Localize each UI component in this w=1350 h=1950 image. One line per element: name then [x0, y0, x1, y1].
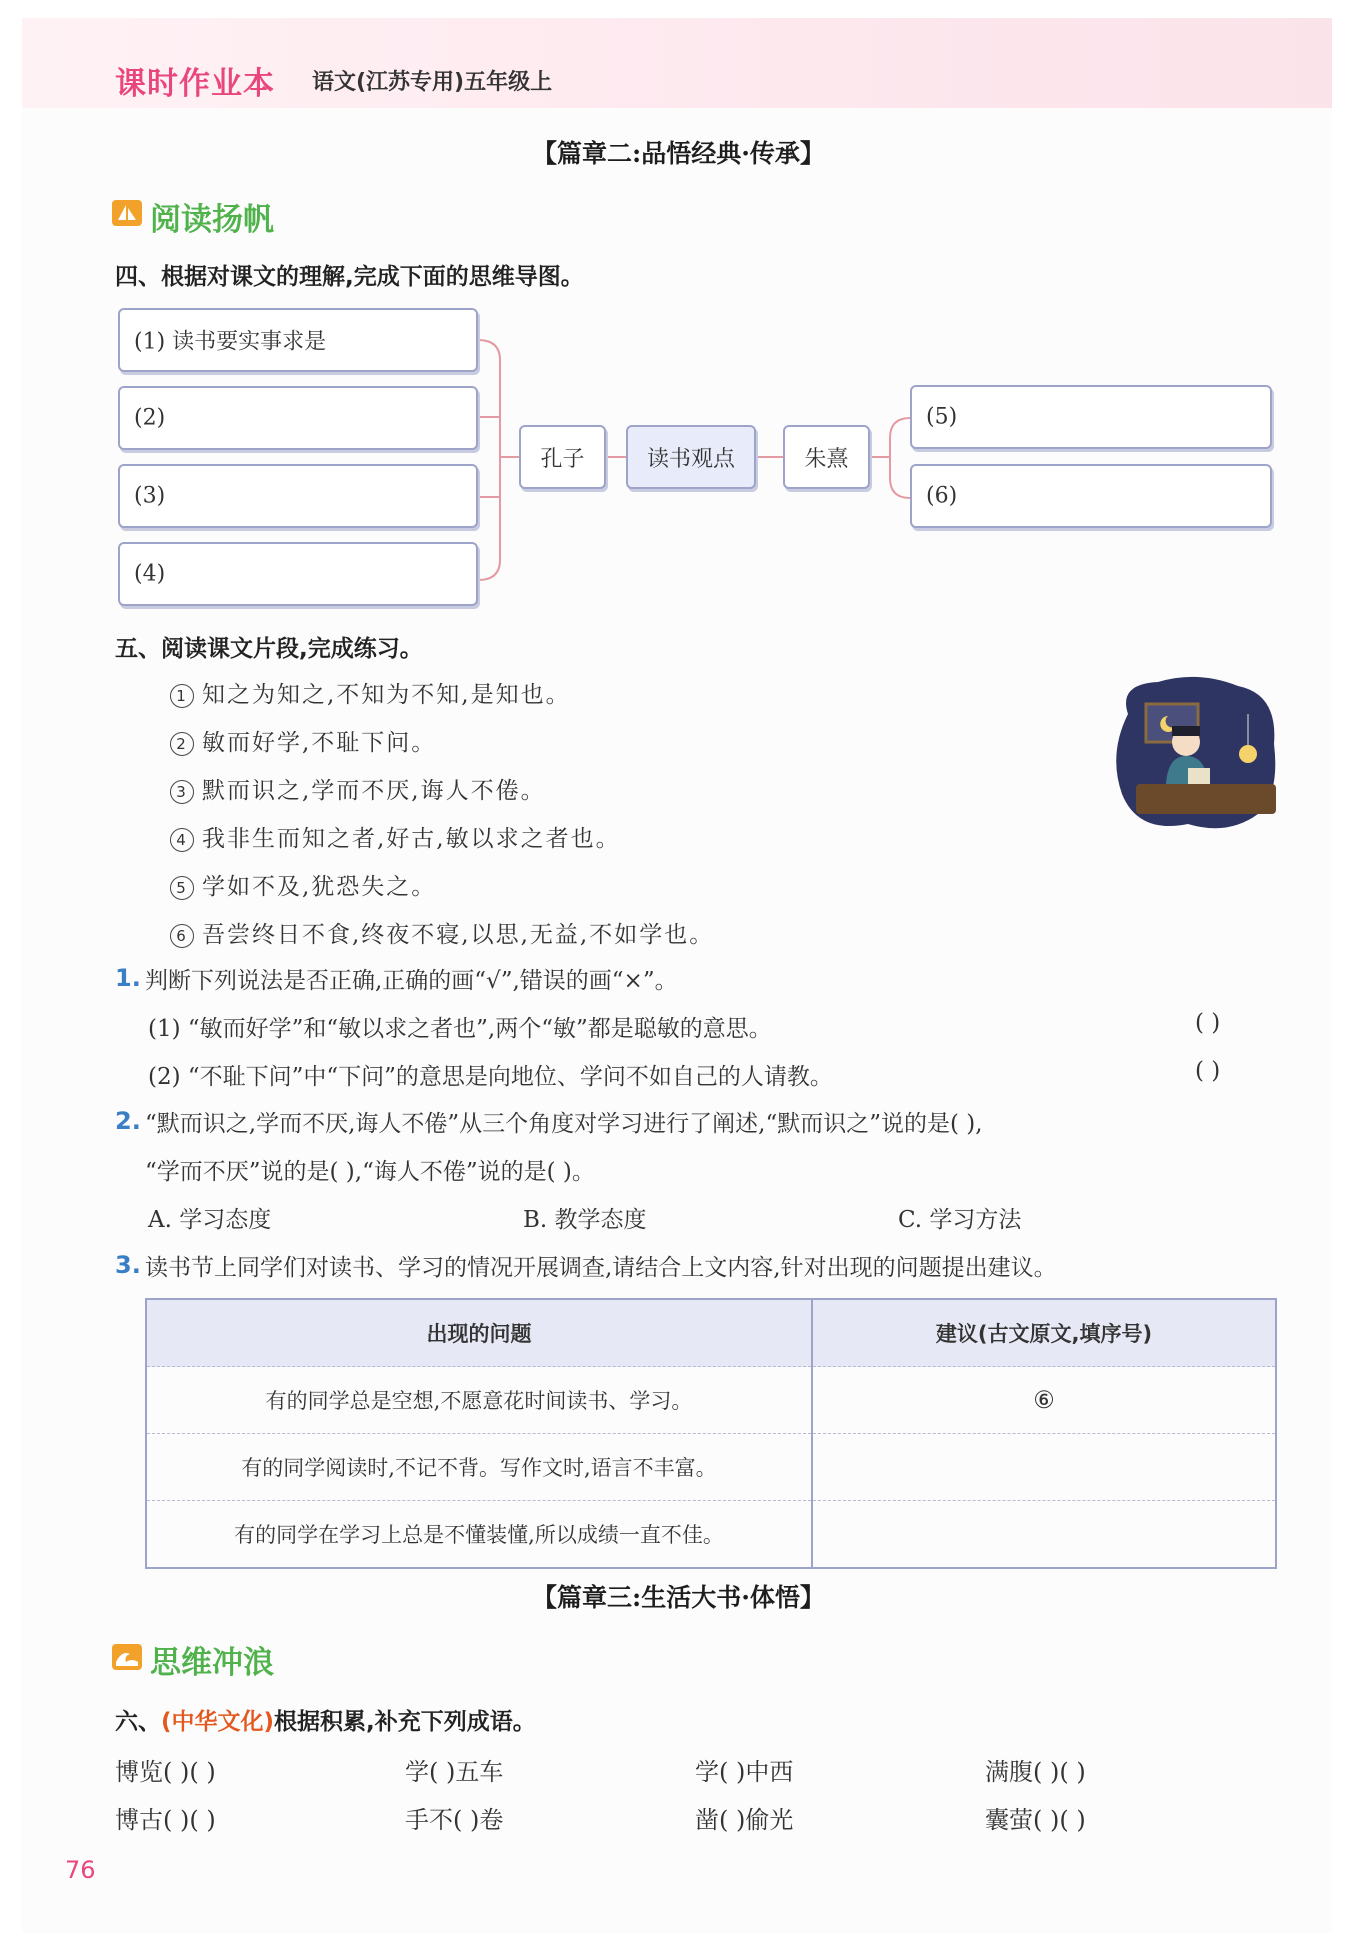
mindmap-left-box-4[interactable]: (4) — [118, 542, 478, 606]
subquestion-2-line-1: “默而识之,学而不厌,诲人不倦”从三个角度对学习进行了阐述,“默而识之”说的是( ), — [145, 1111, 983, 1137]
classical-line-2: 2 敏而好学,不耻下问。 — [170, 724, 436, 757]
chapter-heading: 【篇章三:生活大书·体悟】 — [532, 1583, 825, 1612]
suggestion-table — [145, 1298, 1277, 1569]
mindmap-left-box-1: (1) 读书要实事求是 — [118, 308, 478, 372]
classical-line-5: 5 学如不及,犹恐失之。 — [170, 868, 436, 901]
subquestion-1-text: 判断下列说法是否正确,正确的画“√”,错误的画“×”。 — [145, 968, 678, 994]
mindmap-right-box-5[interactable]: (5) — [910, 385, 1272, 449]
answer-blank-2[interactable]: ( ) — [1195, 1058, 1221, 1084]
classical-line-1: 1 知之为知之,不知为不知,是知也。 — [170, 676, 571, 709]
mindmap-left-box-2[interactable]: (2) — [118, 386, 478, 450]
subquestion-1-item-1: (1) “敏而好学”和“敏以求之者也”,两个“敏”都是聪敏的意思。 — [148, 1016, 772, 1042]
question-six-prompt: 六、(中华文化)根据积累,补充下列成语。 — [115, 1709, 536, 1735]
section-title: 阅读扬帆 — [150, 202, 274, 238]
table-header-problem: 出现的问题 — [146, 1299, 812, 1367]
idiom-blank[interactable]: 满腹( )( ) — [985, 1758, 1086, 1786]
idiom-blank[interactable]: 学( )中西 — [695, 1758, 794, 1786]
idiom-blank[interactable]: 博览( )( ) — [115, 1758, 216, 1786]
node-center: 读书观点 — [626, 425, 756, 489]
table-cell-suggestion[interactable]: ⑥ — [812, 1367, 1276, 1434]
option-a: A. 学习态度 — [148, 1207, 272, 1233]
chapter-heading: 【篇章二:品悟经典·传承】 — [532, 139, 825, 168]
idiom-blank[interactable]: 学( )五车 — [405, 1758, 504, 1786]
wave-icon — [112, 1644, 142, 1670]
option-b: B. 教学态度 — [523, 1207, 647, 1233]
subquestion-1-item-2: (2) “不耻下问”中“下问”的意思是向地位、学问不如自己的人请教。 — [148, 1064, 833, 1090]
section-title: 思维冲浪 — [150, 1645, 274, 1681]
idiom-blank[interactable]: 囊萤( )( ) — [985, 1806, 1086, 1834]
table-row — [146, 1501, 1276, 1569]
table-cell-problem: 有的同学在学习上总是不懂装懂,所以成绩一直不佳。 — [146, 1501, 812, 1569]
answer-blank-1[interactable]: ( ) — [1195, 1010, 1221, 1036]
question-four-prompt: 四、根据对课文的理解,完成下面的思维导图。 — [115, 264, 584, 290]
idiom-blank[interactable]: 手不( )卷 — [405, 1806, 504, 1834]
table-cell-problem: 有的同学总是空想,不愿意花时间读书、学习。 — [146, 1367, 812, 1434]
option-c: C. 学习方法 — [898, 1207, 1022, 1233]
table-row — [146, 1367, 1276, 1434]
classical-line-3: 3 默而识之,学而不厌,诲人不倦。 — [170, 772, 546, 805]
classical-line-6: 6 吾尝终日不食,终夜不寝,以思,无益,不如学也。 — [170, 916, 714, 949]
idiom-blank[interactable]: 博古( )( ) — [115, 1806, 216, 1834]
subquestion-3-number: 3. — [115, 1251, 141, 1279]
table-cell-problem: 有的同学阅读时,不记不背。写作文时,语言不丰富。 — [146, 1434, 812, 1501]
node-zhuxi: 朱熹 — [783, 425, 870, 489]
node-confucius: 孔子 — [519, 425, 606, 489]
book-title: 课时作业本 — [115, 66, 275, 102]
subquestion-1-number: 1. — [115, 964, 141, 992]
mindmap-right-box-6[interactable]: (6) — [910, 464, 1272, 528]
subquestion-3-text: 读书节上同学们对读书、学习的情况开展调查,请结合上文内容,针对出现的问题提出建议。 — [145, 1255, 1057, 1281]
question-five-prompt: 五、阅读课文片段,完成练习。 — [115, 636, 423, 662]
scholar-reading-illustration — [1108, 674, 1280, 842]
table-header-suggestion: 建议(古文原文,填序号) — [812, 1299, 1276, 1367]
page-number: 76 — [65, 1856, 96, 1884]
idiom-blank[interactable]: 凿( )偷光 — [695, 1806, 794, 1834]
table-cell-suggestion[interactable] — [812, 1501, 1276, 1569]
subquestion-2-number: 2. — [115, 1107, 141, 1135]
classical-line-4: 4 我非生而知之者,好古,敏以求之者也。 — [170, 820, 621, 853]
table-row — [146, 1434, 1276, 1501]
subject-label: 语文(江苏专用)五年级上 — [312, 70, 553, 95]
table-cell-suggestion[interactable] — [812, 1434, 1276, 1501]
subquestion-2-line-2: “学而不厌”说的是( ),“诲人不倦”说的是( )。 — [145, 1159, 595, 1185]
mindmap-left-box-3[interactable]: (3) — [118, 464, 478, 528]
